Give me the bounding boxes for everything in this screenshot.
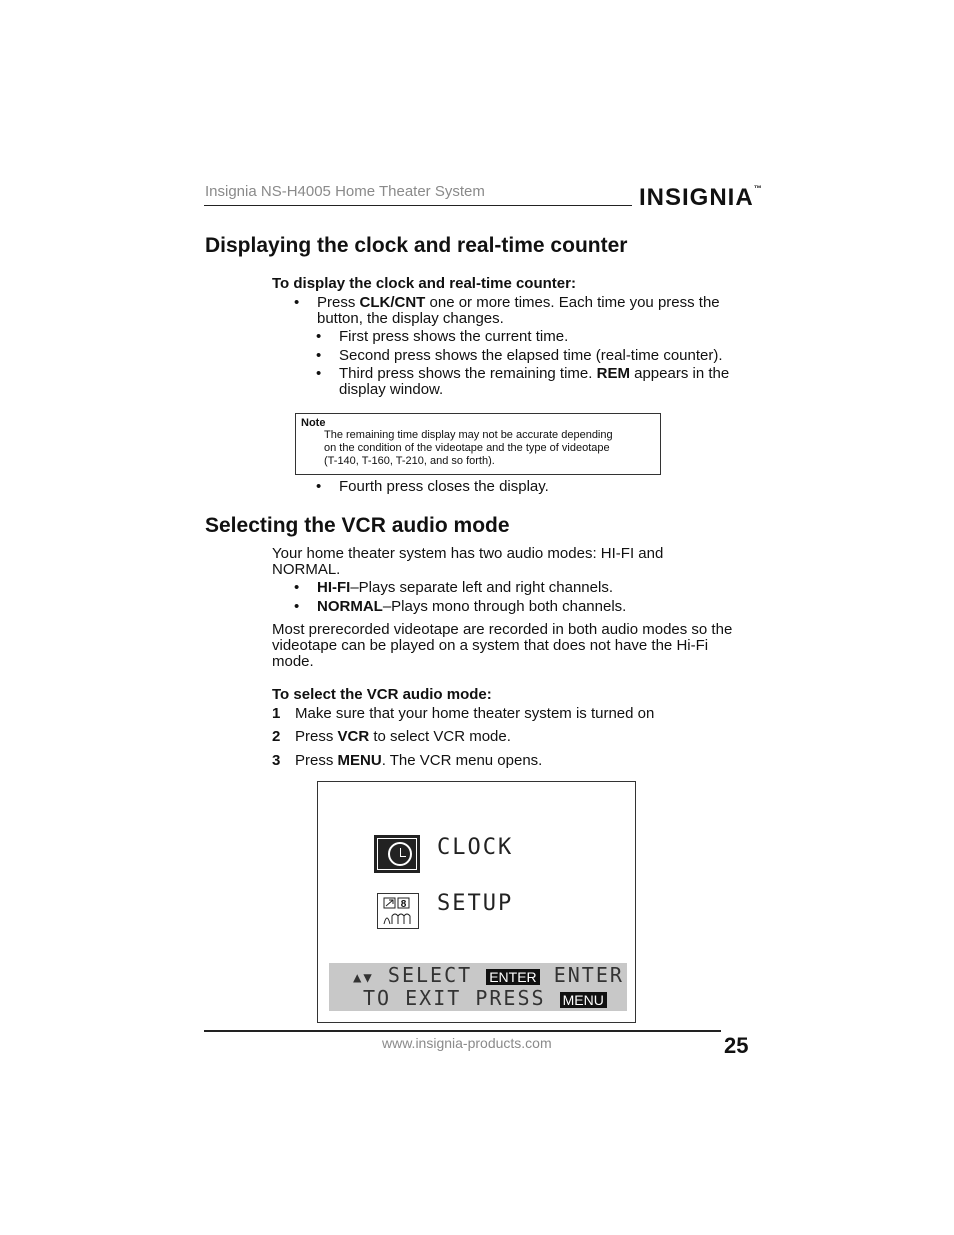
footer-url: www.insignia-products.com [382,1035,552,1051]
enter-key-tag: ENTER [486,969,539,985]
menu-item-setup: SETUP [437,891,514,916]
osd-line-select: ▲▼ SELECT ENTER ENTER [353,963,624,987]
section-heading-clock: Displaying the clock and real-time counter [205,234,628,257]
note-title: Note [301,417,326,429]
procedure-title-vcr: To select the VCR audio mode: [272,686,492,703]
section-heading-vcr-audio: Selecting the VCR audio mode [205,514,510,537]
up-down-arrows-icon: ▲▼ [353,970,374,986]
setup-icon-digit: 8 [400,899,407,910]
menu-item-clock: CLOCK [437,835,514,860]
running-header: Insignia NS-H4005 Home Theater System [205,183,485,200]
prerecorded-paragraph: Most prerecorded videotape are recorded in both audio modes so the videotape can be played on a system that does not have the Hi-Fi mode. [272,621,733,670]
insignia-logo: INSIGNIA™ [639,184,763,211]
bullet-press-clkcnt: • Press CLK/CNT one or more times. Each time you press the button, the display changes. [294,294,720,327]
mode-normal: • NORMAL–Plays mono through both channels. [294,598,627,615]
menu-key-tag: MENU [560,992,607,1008]
sub-bullet-third: • Third press shows the remaining time. REM appears in the display window. [316,365,730,398]
page-number: 25 [724,1033,749,1058]
note-box [295,413,661,475]
footer-rule [204,1030,721,1032]
sub-bullet-first: • First press shows the current time. [316,328,569,345]
procedure-title-clock: To display the clock and real-time counter: [272,275,576,292]
header-rule [204,205,632,206]
note-body: The remaining time display may not be accurate depending on the condition of the videotape and the type of videotape (T-140, T-160, T-210, and so forth). [324,429,613,467]
osd-instruction-bar [329,963,627,1011]
intro-paragraph: Your home theater system has two audio modes: HI-FI and NORMAL. [272,545,664,578]
osd-line-exit: TO EXIT PRESS MENU [363,986,607,1010]
vcr-menu-screen [317,781,636,1023]
clock-icon [374,835,420,873]
setup-icon [377,893,419,929]
sub-bullet-second: • Second press shows the elapsed time (real-time counter). [316,347,723,364]
sub-bullet-fourth: • Fourth press closes the display. [316,478,549,495]
mode-hifi: • HI-FI–Plays separate left and right channels. [294,579,613,596]
